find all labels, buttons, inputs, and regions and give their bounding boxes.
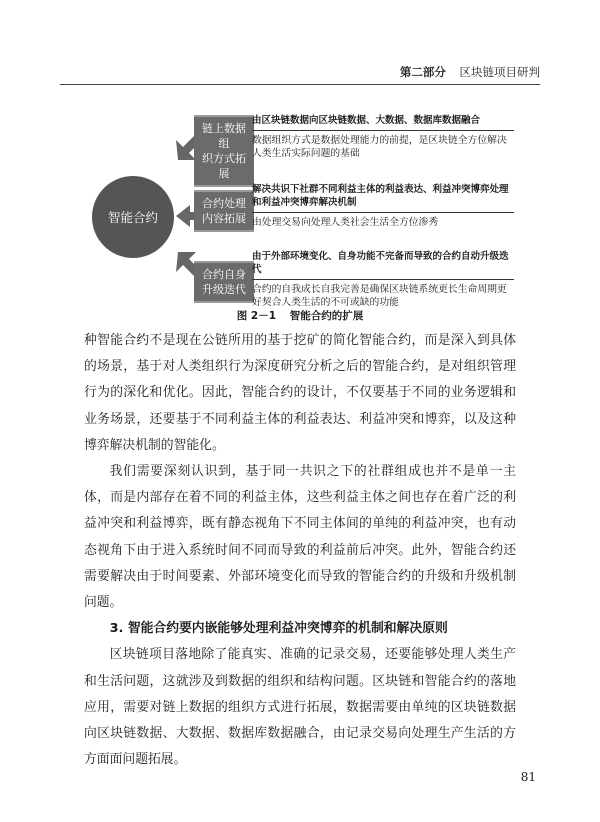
header-part: 第二部分 [399,65,446,79]
paragraph-3: 区块链项目落地除了能真实、准确的记录交易，还要能够处理人类生产和生活问题，这就涉及到数据的组织和结构问题。区块链和智能合约的落地应用，需要对链上数据的组织方式进行拓展，数据需要由单纯的区块链数据向区块链数据、大数据、数据库数据融合，由记录交易向处理生产生活的方方面面问题拓展。 [84,647,516,768]
page-number: 81 [520,770,536,784]
label-line: 合约处理 [202,197,246,210]
paragraph-2: 我们需要深刻认识到，基于同一共识之下的社群组成也并不是单一主体，而是内部存在着不同的利益主体，这些利益主体之间也存在着广泛的利益冲突和利益博弈，既有静态视角下不同主体间的单纯的利益冲突，也有动态视角下由于进入系统时间不同而导致的利益前后冲突。此外，智能合约还需要解决由于时间要素、外部环境变化而导致的智能合约的升级和升级机制问题。 [84,464,516,611]
figure-smart-contract-extension [0,0,600,330]
section-heading: 3. 智能合约要内嵌能够处理利益冲突博弈的机制和解决原则 [109,621,448,637]
desc-bold: 由区块链数据向区块链数据、大数据、数据库数据融合 [252,114,514,131]
desc-data-organization [252,114,514,160]
header-title: 区块链项目研判 [459,65,540,79]
desc-contract-processing [252,183,514,229]
caption-number: 图 2－1 [236,310,277,322]
desc-text: 合约的自我成长自我完善是确保区块链系统更长生命周期更好契合人类生活的不可或缺的功能 [252,284,507,308]
caption-title: 智能合约的扩展 [289,310,364,322]
label-box-data-organization [194,115,254,187]
desc-bold: 解决共识下社群不同利益主体的利益表达、利益冲突博弈处理和利益冲突博弈解决机制 [252,183,514,213]
desc-bold: 由于外部环境变化、自身功能不完备而导致的合约自动升级迭代 [252,250,514,280]
desc-text: 数据组织方式是数据处理能力的前提，是区块链全方位解决人类生活实际问题的基础 [252,135,507,159]
label-line: 合约自身 [202,268,246,281]
label-box-contract-upgrade [194,261,254,303]
label-line: 链上数据组 [202,122,246,150]
desc-contract-upgrade [252,250,514,309]
label-box-contract-processing [194,190,254,232]
label-line: 升级迭代 [202,283,246,296]
body-text [84,328,516,773]
center-circle: 智能合约 [92,176,174,258]
desc-text: 由处理交易向处理人类社会生活全方位渗秀 [252,217,439,228]
label-line: 内容拓展 [202,212,246,225]
figure-caption [0,308,600,323]
label-line: 织方式拓展 [202,152,246,180]
paragraph-1: 种智能合约不是现在公链所用的基于挖矿的简化智能合约，而是深入到具体的场景，基于对人类组织行为深度研究分析之后的智能合约，是对组织管理行为的深化和优化。因此，智能合约的设计，不仅要基于不同的业务逻辑和业务场景，还要基于不同利益主体的利益表达、利益冲突和博弈，以及这种博弈解决机制的智能化。 [84,333,516,453]
